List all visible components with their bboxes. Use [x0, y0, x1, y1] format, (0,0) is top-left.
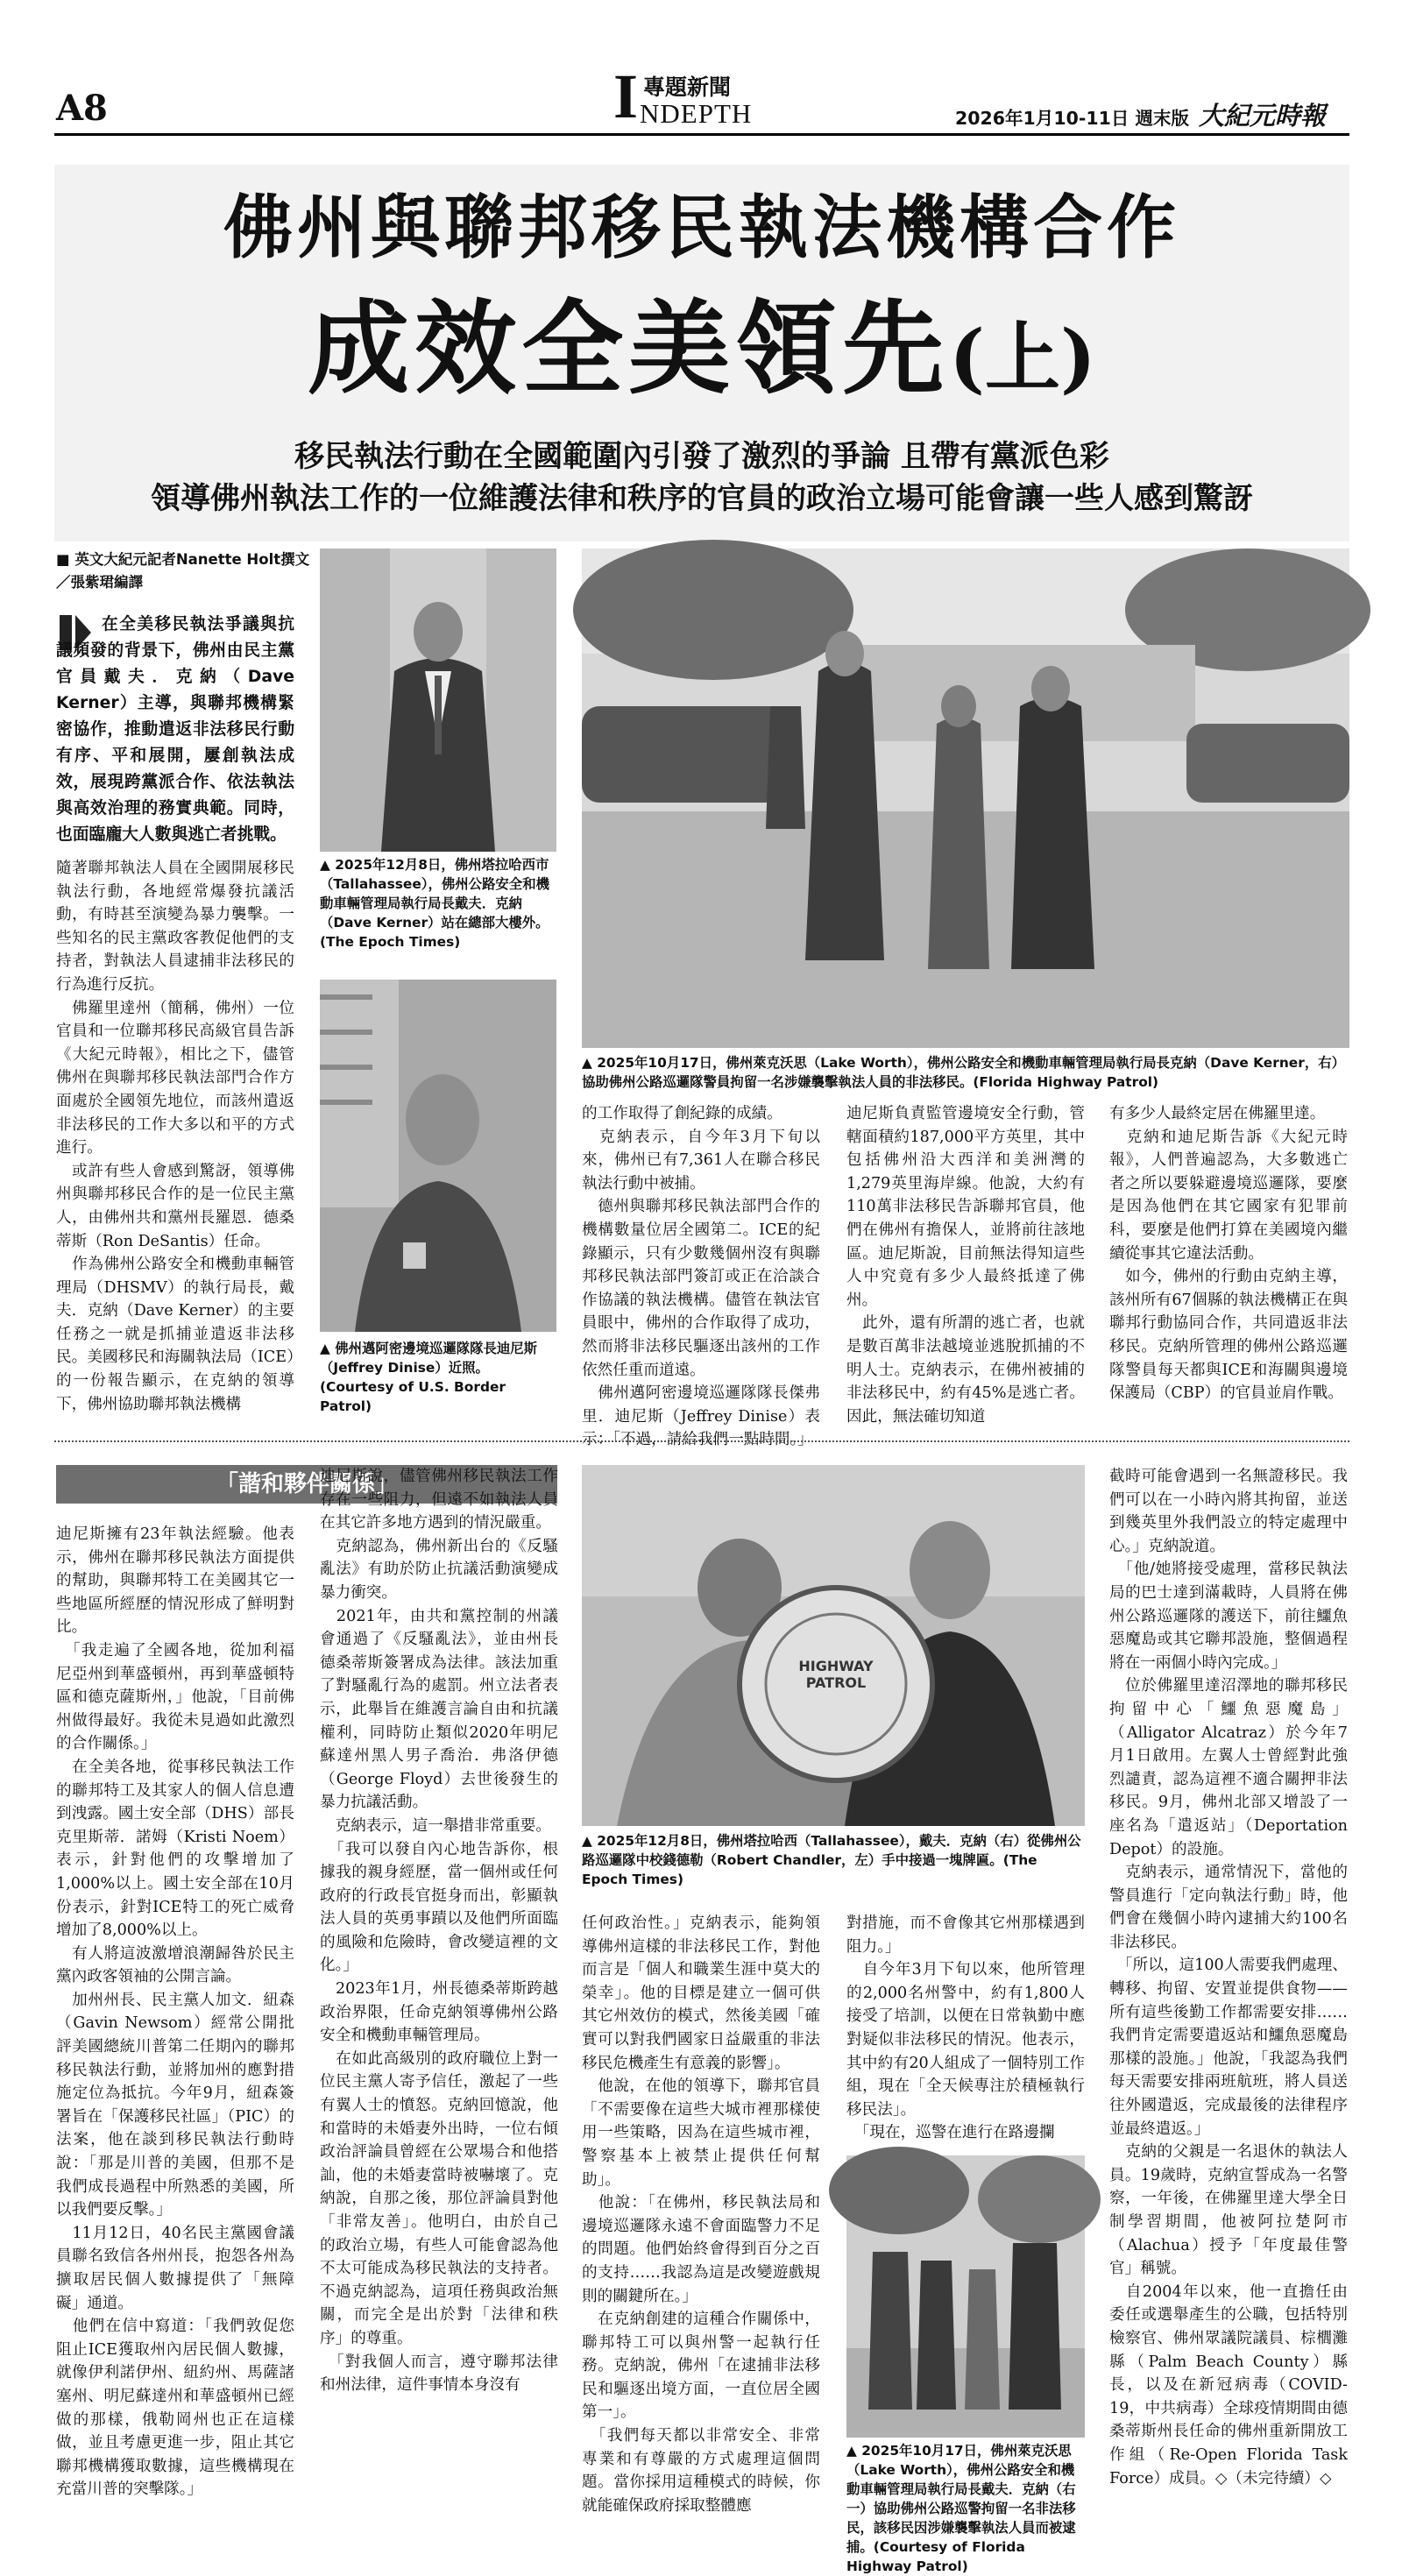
photo-dinise	[320, 980, 556, 1332]
article-col-1: 隨著聯邦執法人員在全國開展移民執法行動，各地經常爆發抗議活動，有時甚至演變為暴力襲擊。一些知名的民主黨政客教促他們的支持者，對執法人員逮捕非法移民的行為進行反抗。 佛羅里達州（簡稱，佛州）一位官員和一位聯邦移民高級官員告訴《大紀元時報》，相比之下，儘管佛州在與聯邦移民執法部門合作方面處於全國領先地位，而該州遣返非法移民的工作大多以和平的方式進行。 或許有些人會感到驚訝，領導佛州與聯邦移民合作的是一位民主黨人，由佛州共和黨州長羅恩．德桑蒂斯（Ron DeSantis）任命。 作為佛州公路安全和機動車輛管理局（DHSMV）的執行局長，戴夫．克納（Dave Kerner）的主要任務之一就是抓捕並遣返非法移民。美國移民和海關執法局（ICE）的一份報告顯示，在克納的領導下，佛州協助聯邦執法機構	[56, 860, 294, 1413]
photo-arrest-scene	[582, 548, 1349, 1048]
section-heading: 「諧和夥伴關係」	[56, 1465, 557, 1504]
article-col-2b: 的工作取得了創紀錄的成績。 克納表示，自今年3月下旬以來，佛州已有7,361人在聯合移民執法行動中被捕。 德州與聯邦移民執法部門合作的機構數量位居全國第二。ICE的紀錄顯示，只有少數幾個州沒有與聯邦移民執法部門簽訂或正在洽談合作協議的執法機構。儘管在執法官員眼中，佛州的合作取得了成功，然而將非法移民驅逐出該州的工作依然任重而道遠。 佛州邁阿密邊境巡邏隊隊長傑弗里．迪尼斯（Jeffrey Dinise）表示：「不過，請給我們一點時間。」	[582, 1105, 820, 1449]
photo-plaque	[582, 1465, 1085, 1826]
subhead-1: 移民執法行動在全國範圍內引發了激烈的爭論 且帶有黨派色彩	[294, 439, 1109, 474]
plaque-text: HIGHWAY PATROL	[798, 1658, 874, 1691]
section-cn: 專題新聞	[643, 74, 732, 100]
byline: ■ 英文大紀元記者Nanette Holt撰文／張紫珺編譯	[56, 551, 310, 591]
headline-line1: 佛州與聯邦移民執法機構合作	[223, 188, 1180, 268]
caption-4: ▲ 2025年12月8日，佛州塔拉哈西（Tallahassee），戴夫．克納（右）從佛州公路巡邏隊中校錢德勒（Robert Chandler，左）手中接過一塊牌匾。(The Epoch Times)	[582, 1833, 1081, 1887]
caption-2: ▲ 佛州邁阿密邊境巡邏隊隊長迪尼斯（Jeffrey Dinise）近照。(Courtesy of U.S. Border Patrol)	[320, 1341, 538, 1414]
subhead-2: 領導佛州執法工作的一位維護法律和秩序的官員的政治立場可能會讓一些人感到驚訝	[151, 481, 1253, 516]
caption-3: ▲ 2025年10月17日，佛州萊克沃思（Lake Worth），佛州公路安全和機動車輛管理局執行局長克納（Dave Kerner，右）協助佛州公路巡邏隊警員拘留一名涉嫌襲擊執法人員的非法移民。(Florida Highway Patrol)	[582, 1055, 1345, 1090]
article2-col-b: 迪尼斯說，儘管佛州移民執法工作存在一些阻力，但遠不如執法人員在其它許多地方遇到的情況嚴重。 克納認為，佛州新出台的《反騷亂法》有助於防止抗議活動演變成暴力衝突。 2021年，由共和黨控制的州議會通過了《反騷亂法》，並由州長德桑蒂斯簽署成為法律。該法加重了對騷亂行為的處罰。州立法者表示，此舉旨在維護言論自由和抗議權利，同時防止類似2020年明尼蘇達州黑人男子喬治．弗洛伊德（George Floyd）去世後發生的暴力抗議活動。 克納表示，這一舉措非常重要。 「我可以發自內心地告訴你，根據我的親身經歷，當一個州或任何政府的行政長官挺身而出，彰顯執法人員的英勇事蹟以及他們所面臨的風險和危險時，會改變這裡的文化。」 2023年1月，州長德桑蒂斯跨越政治界限，任命克納領導佛州公路安全和機動車輛管理局。 在如此高級別的政府職位上對一位民主黨人寄予信任，激起了一些有翼人士的憤怒。克納回憶說，他和當時的未婚妻外出時，一位右傾政治評論員曾經在公眾場合和他搭訕，他的未婚妻當時被嚇壞了。克納說，自那之後，那位評論員對他「非常友善」。他明白，由於自己的政治立場，有些人可能會認為他不太可能成為移民執法的支持者。不過克納認為，這項任務與政治無關，而完全是出於對「法律和秩序」的尊重。 「對我個人而言，遵守聯邦法律和州法律，這件事情本身沒有	[320, 1468, 558, 2395]
article2-col-a: 迪尼斯擁有23年執法經驗。他表示，佛州在聯邦移民執法方面提供的幫助，與聯邦特工在美國其它一些地區所經歷的情況形成了鮮明對比。 「我走遍了全國各地，從加利福尼亞州到華盛頓州，再到華盛頓特區和德克薩斯州，」他說，「目前佛州做得最好。我從未見過如此激烈的合作關係。」 在全美各地，從事移民執法工作的聯邦特工及其家人的個人信息遭到洩露。國土安全部（DHS）部長克里斯蒂．諾姆（Kristi Noem）表示，針對他們的攻擊增加了1,000%以上。國土安全部在10月份表示，針對ICE特工的死亡威脅增加了8,000%以上。 有人將這波激增浪潮歸咎於民主黨內政客領袖的公開言論。 加州州長、民主黨人加文．紐森（Gavin Newsom）經常公開批評美國總統川普第二任期內的聯邦移民執法行動，並將加州的應對措施定位為抵抗。今年9月，紐森簽署旨在「保護移民社區」（PIC）的法案，他在談到移民執法行動時說：「那是川普的美國，但那不是我們成長過程中所熟悉的美國，所以我們要反擊。」 11月12日，40名民主黨國會議員聯名致信各州州長，抱怨各州為擴取居民個人數據提供了「無障礙」通道。 他們在信中寫道：「我們敦促您阻止ICE獲取州內居民個人數據，就像伊利諾伊州、紐約州、馬薩諸塞州、明尼蘇達州和華盛頓州已經做的那樣，俄勒岡州也正在這樣做，並且考慮更進一步，阻止其它聯邦機構獲取數據，這些機構現在充當川普的突擊隊。」	[56, 1525, 294, 2499]
photo-kerner-portrait	[320, 548, 556, 852]
article2-col-d: 對措施，而不會像其它州那樣遇到阻力。」 自今年3月下旬以來，他所管理的2,000名州警中，約有1,800人接受了培訓，以便在日常執勤中應對疑似非法移民的情況。他表示，其中約有20人組成了一個特別工作組，現在「全天候專注於積極執行移民法」。 「現在，巡警在進行在路邊攔	[846, 1914, 1085, 2142]
issue-date: 2026年1月10-11日 週末版	[955, 108, 1190, 129]
caption-5: ▲ 2025年10月17日，佛州萊克沃思（Lake Worth），佛州公路安全和機動車輛管理局執行局長戴夫．克納（右一）協助佛州公路巡警拘留一名非法移民，該移民因涉嫌襲擊執法人員而被逮捕。(Courtesy of Florida Highway Patrol)	[846, 2443, 1076, 2574]
article2-col-c: 任何政治性。」克納表示，能夠領導佛州這樣的非法移民工作，對他而言是「個人和職業生涯中莫大的榮幸」。他的目標是建立一個可供其它州效仿的模式，然後美國「確實可以對我們國家日益嚴重的非法移民危機產生有意義的影響」。 他說，在他的領導下，聯邦官員「不需要像在這些大城市裡那樣使用一些策略，因為在這些城市裡，警察基本上被禁止提供任何幫助」。 他說：「在佛州，移民執法局和邊境巡邏隊永遠不會面臨警力不足的問題。他們始終會得到百分之百的支持……我認為這是改變遊戲規則的關鍵所在。」 在克納創建的這種合作關係中，聯邦特工可以與州警一起執行任務。克納說，佛州「在逮捕非法移民和驅逐出境方面，一直位居全國第一」。 「我們每天都以非常安全、非常專業和有尊嚴的方式處理這個問題。當你採用這種模式的時候，你就能確保政府採取整體應	[582, 1914, 820, 2515]
article-col-4: 有多少人最終定居在佛羅里達。 克納和迪尼斯告訴《大紀元時報》，人們普遍認為，大多數逃亡者之所以要躲避邊境巡邏隊，要麼是因為他們在其它國家有犯罪前科，要麼是他們打算在美國境內繼續從事其它違法活動。 如今，佛州的行動由克納主導，該州所有67個縣的執法機構正在與聯邦行動協同合作，共同遣返非法移民。克納所管理的佛州公路巡邏隊警員每天都與ICE和海關與邊境保護局（CBP）的官員並肩作戰。	[1109, 1105, 1348, 1403]
masthead: 大紀元時報	[1199, 101, 1327, 131]
caption-1: ▲ 2025年12月8日，佛州塔拉哈西市（Tallahassee），佛州公路安全和機動車輛管理局執行局長戴夫．克納（Dave Kerner）站在總部大樓外。(The Epoch Times)	[320, 857, 549, 950]
dotted-divider	[54, 1440, 1349, 1442]
headline-line2-text: 成效全美領先	[308, 289, 950, 408]
section-logo	[613, 61, 797, 131]
headline-part-label: (上)	[949, 314, 1096, 402]
headline-line2	[54, 287, 1349, 410]
lede: 在全美移民執法爭議與抗議頻發的背景下，佛州由民主黨官員戴夫．克納（Dave Kerner）主導，與聯邦機構緊密協作，推動遣返非法移民行動有序、平和展開，屢創執法成效，展現跨黨派合作、依法執法與高效治理的務實典範。同時，也面臨龐大人數與逃亡者挑戰。	[56, 615, 294, 844]
photo-group	[846, 2155, 1085, 2438]
header-rule	[54, 133, 1349, 136]
article2-col-e: 截時可能會遇到一名無證移民。我們可以在一小時內將其拘留，並送到幾英里外我們設立的特定處理中心。」克納說道。 「他/她將接受處理，當移民執法局的巴士達到滿載時，人員將在佛州公路巡邏隊的護送下，前往鱷魚惡魔島或其它聯邦設施，整個過程將在一兩個小時內完成。」 位於佛羅里達沼澤地的聯邦移民拘留中心「鱷魚惡魔島」（Alligator Alcatraz）於今年7月1日啟用。左翼人士曾經對此強烈譴責，認為這裡不適合關押非法移民。9月，佛州北部又增設了一座名為「遣返站」（Deportation Depot）的設施。 克納表示，通常情況下，當他的警員進行「定向執法行動」時，他們會在幾個小時內逮捕大約100名非法移民。 「所以，這100人需要我們處理、轉移、拘留、安置並提供食物——所有這些後勤工作都需要安排……我們肯定需要遣返站和鱷魚惡魔島那樣的設施。」他說，「我認為我們每天需要安排兩班航班，將人員送往外國遣返，完成最後的法律程序並最終遣返。」 克納的父親是一名退休的執法人員。19歲時，克納宣誓成為一名警察，一年後，在佛羅里達大學全日制學習期間，他被阿拉楚阿市（Alachua）授予「年度最佳警官」稱號。 自2004年以來，他一直擔任由委任或選舉產生的公職，包括特別檢察官、佛州眾議院議員、棕櫚灘縣（Palm Beach County）縣長，以及在新冠病毒（COVID-19，中共病毒）全球疫情期間由德桑蒂斯州長任命的佛州重新開放工作組（Re-Open Florida Task Force）成員。◇（未完待續）◇	[1109, 1468, 1348, 2488]
section-initial: I	[613, 61, 639, 131]
section-en: NDEPTH	[640, 98, 753, 129]
article-col-3: 迪尼斯負責監管邊境安全行動，管轄面積約187,000平方英里，其中包括佛州沿大西洋和美洲灣的1,279英里海岸線。他說，大約有110萬非法移民告訴聯邦官員，他們在佛州有擔保人，並將前往該地區。迪尼斯說，目前無法得知這些人中究竟有多少人最終抵達了佛州。 此外，還有所謂的逃亡者，也就是數百萬非法越境並逃脫抓捕的不明人士。克納表示，在佛州被捕的非法移民中，約有45%是逃亡者。因此，無法確切知道	[846, 1105, 1085, 1426]
page-number: A8	[56, 88, 108, 129]
